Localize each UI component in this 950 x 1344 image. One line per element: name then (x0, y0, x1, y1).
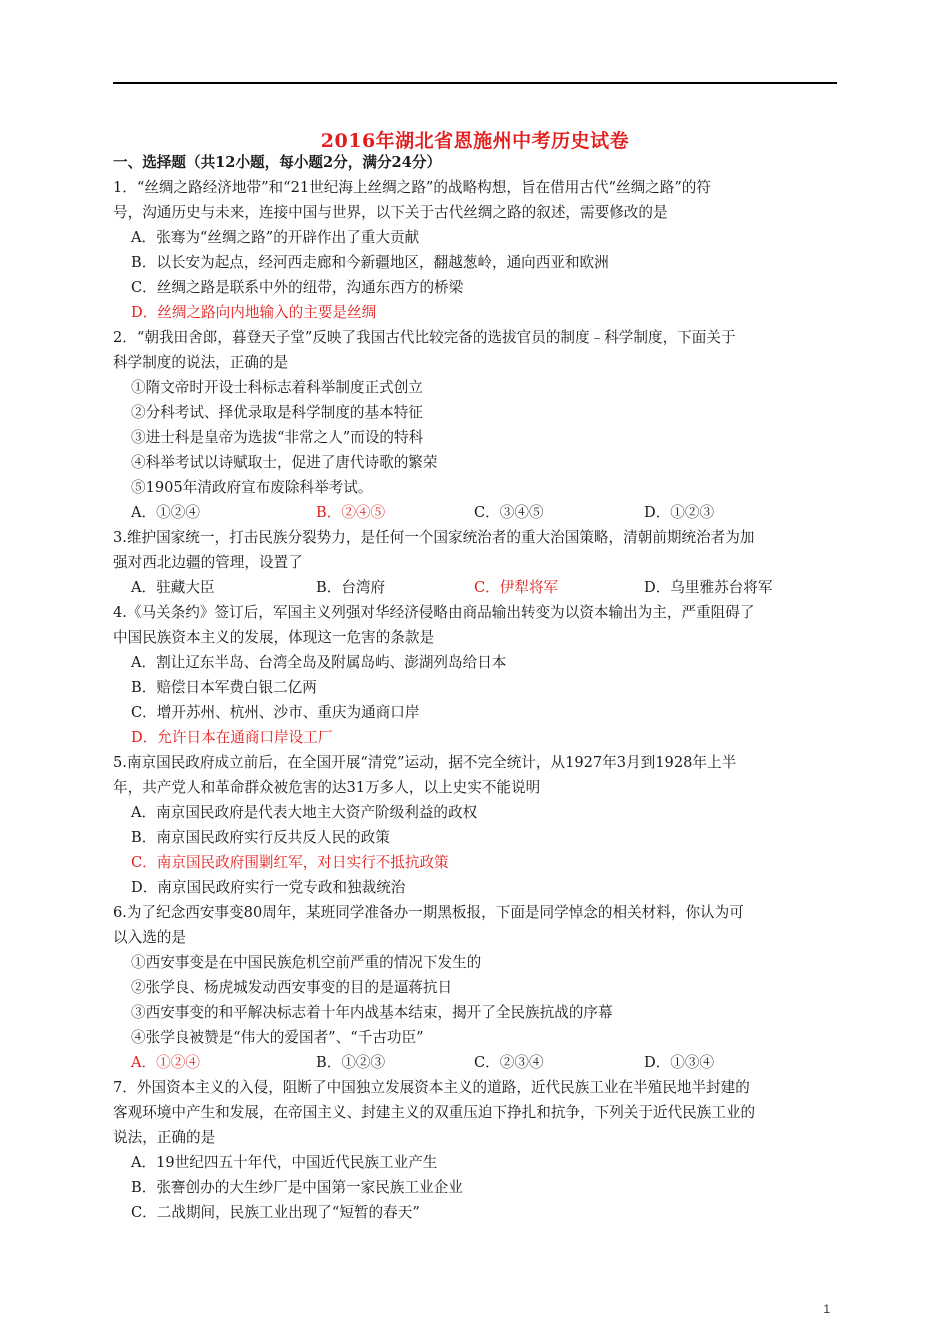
q4-option-b: B．赔偿日本军费白银二亿两 (131, 679, 317, 696)
q4-option-a: A．割让辽东半岛、台湾全岛及附属岛屿、澎湖列岛给日本 (131, 654, 507, 671)
q2-option-d: D．①②③ (644, 504, 715, 521)
q2-options (113, 500, 840, 525)
q6-statement-1: ①西安事变是在中国民族危机空前严重的情况下发生的 (131, 954, 482, 971)
q3-option-b: B．台湾府 (316, 579, 386, 596)
q7-stem: 7．外国资本主义的入侵，阻断了中国独立发展资本主义的道路，近代民族工业在半殖民地半封建的 (113, 1079, 750, 1096)
q4-stem-cont: 中国民族资本主义的发展，体现这一危害的条款是 (113, 629, 435, 646)
q3-option-d: D．乌里雅苏台将军 (644, 579, 773, 596)
q5-option-a: A．南京国民政府是代表大地主大资产阶级利益的政权 (131, 804, 478, 821)
q2-option-b-answer: B．②④⑤ (316, 504, 386, 521)
exam-content (113, 150, 840, 1225)
q3-stem: 3.维护国家统一，打击民族分裂势力，是任何一个国家统治者的重大治国策略，清朝前期统治者为加 (113, 529, 755, 546)
q6-option-c: C．②③④ (474, 1054, 544, 1071)
q7-stem-cont: 客观环境中产生和发展，在帝国主义、封建主义的双重压迫下挣扎和抗争，下列关于近代民族工业的 (113, 1104, 756, 1121)
q6-statement-3: ③西安事变的和平解决标志着十年内战基本结束，揭开了全民族抗战的序幕 (131, 1004, 613, 1021)
q2-statement-2: ②分科考试、择优录取是科学制度的基本特征 (131, 404, 423, 421)
q2-statement-3: ③进士科是皇帝为选拔“非常之人”而设的特科 (131, 429, 424, 446)
q2-option-a: A．①②④ (131, 504, 200, 521)
q6-option-a-answer: A．①②④ (131, 1054, 200, 1071)
header-rule (113, 82, 837, 84)
q2-stem-cont: 科学制度的说法，正确的是 (113, 354, 289, 371)
q7-option-b: B．张謇创办的大生纱厂是中国第一家民族工业企业 (131, 1179, 463, 1196)
q3-option-c-answer: C．伊犁将军 (474, 579, 559, 596)
q2-statement-4: ④科举考试以诗赋取士，促进了唐代诗歌的繁荣 (131, 454, 438, 471)
q1-stem-cont: 号，沟通历史与未来，连接中国与世界，以下关于古代丝绸之路的叙述，需要修改的是 (113, 204, 668, 221)
q3-option-a: A．驻藏大臣 (131, 579, 215, 596)
q1-option-b: B．以长安为起点，经河西走廊和今新疆地区，翻越葱岭，通向西亚和欧洲 (131, 254, 609, 271)
q7-option-c: C．二战期间，民族工业出现了“短暂的春天” (131, 1204, 420, 1221)
q6-statement-4: ④张学良被赞是“伟大的爱国者”、“千古功臣” (131, 1029, 424, 1046)
q4-option-d-answer: D．允许日本在通商口岸设工厂 (131, 729, 333, 746)
q5-stem: 5.南京国民政府成立前后，在全国开展“清党”运动，据不完全统计，从1927年3月到1928年上半 (113, 754, 737, 771)
q3-options (113, 575, 840, 600)
q5-stem-cont: 年，共产党人和革命群众被危害的达31万多人，以上史实不能说明 (113, 779, 541, 796)
page-number: 1 (823, 1302, 830, 1316)
q6-stem-cont: 以入选的是 (113, 929, 186, 946)
q4-option-c: C．增开苏州、杭州、沙市、重庆为通商口岸 (131, 704, 420, 721)
q2-option-c: C．③④⑤ (474, 504, 544, 521)
q7-stem-cont-2: 说法，正确的是 (113, 1129, 216, 1146)
q4-stem: 4.《马关条约》签订后，军国主义列强对华经济侵略由商品输出转变为以资本输出为主，严重阻碍了 (113, 604, 755, 621)
q2-statement-1: ①隋文帝时开设士科标志着科举制度正式创立 (131, 379, 423, 396)
section-heading: 一、选择题（共12小题，每小题2分，满分24分） (113, 154, 442, 171)
q2-statement-5: ⑤1905年清政府宣布废除科举考试。 (131, 479, 373, 496)
q6-statement-2: ②张学良、杨虎城发动西安事变的目的是逼蒋抗日 (131, 979, 453, 996)
q2-stem: 2．“朝我田舍郎，暮登天子堂”反映了我国古代比较完备的选拔官员的制度﹣科学制度，下面关于 (113, 329, 736, 346)
q6-stem: 6.为了纪念西安事变80周年，某班同学准备办一期黑板报，下面是同学悼念的相关材料，你认为可 (113, 904, 744, 921)
q1-option-a: A．张骞为“丝绸之路”的开辟作出了重大贡献 (131, 229, 420, 246)
page-title: 2016年湖北省恩施州中考历史试卷 (320, 130, 630, 152)
q7-option-a: A．19世纪四五十年代，中国近代民族工业产生 (131, 1154, 438, 1171)
q3-stem-cont: 强对西北边疆的管理，设置了 (113, 554, 303, 571)
q1-stem: 1．“丝绸之路经济地带”和“21世纪海上丝绸之路”的战略构想，旨在借用古代“丝绸之路”的符 (113, 179, 711, 196)
q6-option-d: D．①③④ (644, 1054, 715, 1071)
q6-option-b: B．①②③ (316, 1054, 386, 1071)
q5-option-c-answer: C．南京国民政府围剿红军，对日实行不抵抗政策 (131, 854, 449, 871)
q5-option-d: D．南京国民政府实行一党专政和独裁统治 (131, 879, 406, 896)
q5-option-b: B．南京国民政府实行反共反人民的政策 (131, 829, 390, 846)
q1-option-c: C．丝绸之路是联系中外的纽带，沟通东西方的桥梁 (131, 279, 464, 296)
q1-option-d-answer: D．丝绸之路向内地输入的主要是丝绸 (131, 304, 377, 321)
q6-options (113, 1050, 840, 1075)
